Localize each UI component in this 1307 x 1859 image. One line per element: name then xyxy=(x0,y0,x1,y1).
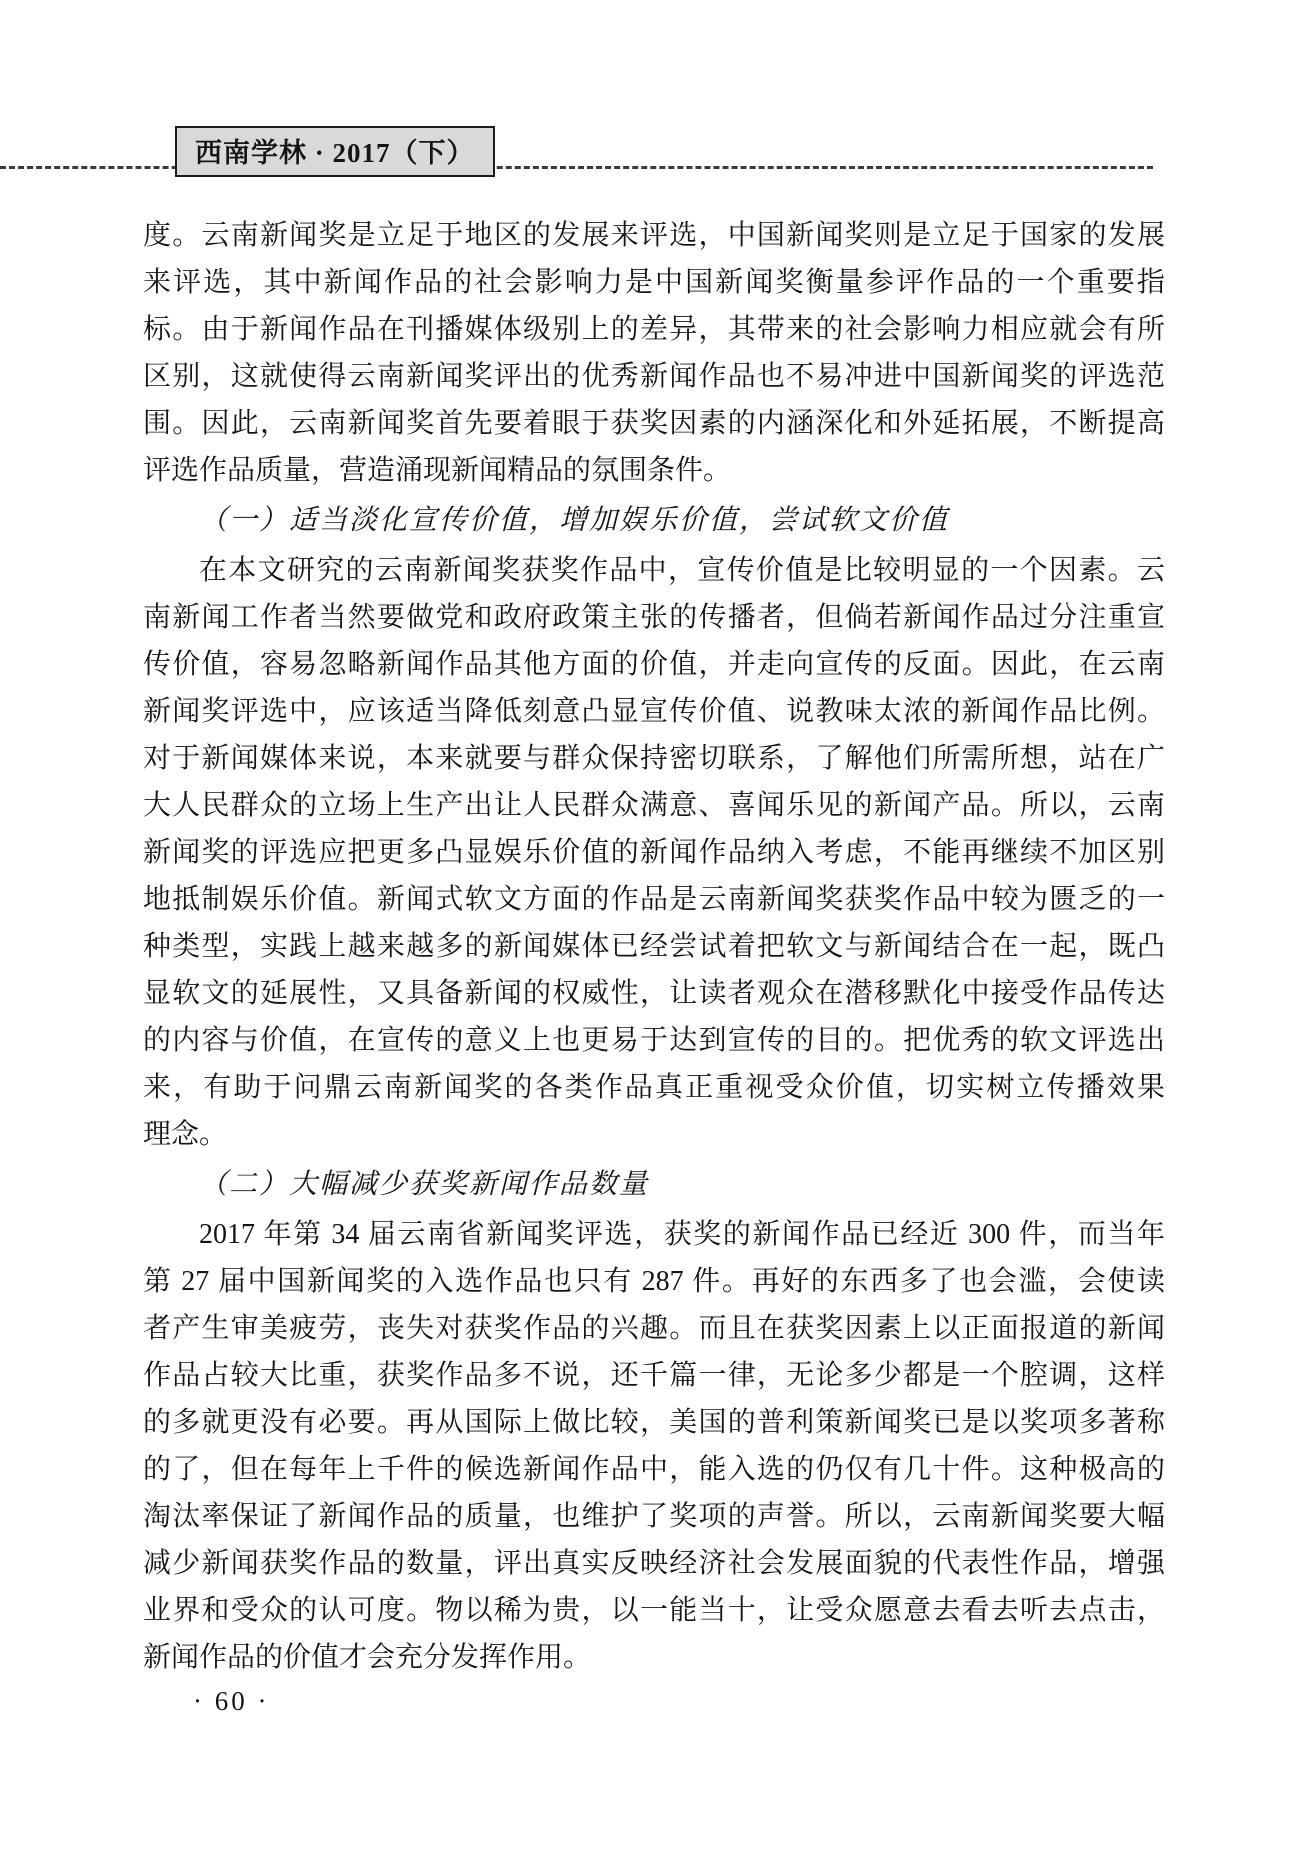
text-line: 第 27 届中国新闻奖的入选作品也只有 287 件。再好的东西多了也会滥，会使读 xyxy=(143,1266,1165,1297)
text-line: 新闻作品的价值才会充分发挥作用。 xyxy=(143,1642,592,1673)
text-line: 评选作品质量，营造涌现新闻精品的氛围条件。 xyxy=(143,455,732,486)
journal-header-badge xyxy=(175,126,495,177)
section-heading-2: （二）大幅减少获奖新闻作品数量 xyxy=(199,1169,650,1200)
text-line: 理念。 xyxy=(143,1119,228,1150)
text-line: 来评选，其中新闻作品的社会影响力是中国新闻奖衡量参评作品的一个重要指 xyxy=(143,267,1165,298)
text-line: 来，有助于问鼎云南新闻奖的各类作品真正重视受众价值，切实树立传播效果 xyxy=(143,1072,1165,1103)
text-line: 传价值，容易忽略新闻作品其他方面的价值，并走向宣传的反面。因此，在云南 xyxy=(143,649,1165,680)
text-line: 的内容与价值，在宣传的意义上也更易于达到宣传的目的。把优秀的软文评选出 xyxy=(143,1025,1165,1056)
journal-header-label: 西南学林 · 2017（下） xyxy=(195,138,475,168)
dashed-divider xyxy=(0,166,1153,169)
text-line: 减少新闻获奖作品的数量，评出真实反映经济社会发展面貌的代表性作品，增强 xyxy=(143,1548,1165,1579)
text-line: 围。因此，云南新闻奖首先要着眼于获奖因素的内涵深化和外延拓展，不断提高 xyxy=(143,408,1165,439)
page-number: · 60 · xyxy=(193,1686,270,1716)
text-line: 淘汰率保证了新闻作品的质量，也维护了奖项的声誉。所以，云南新闻奖要大幅 xyxy=(143,1501,1165,1532)
text-line: 度。云南新闻奖是立足于地区的发展来评选，中国新闻奖则是立足于国家的发展 xyxy=(143,220,1165,251)
text-line: 显软文的延展性，又具备新闻的权威性，让读者观众在潜移默化中接受作品传达 xyxy=(143,978,1165,1009)
text-line: 南新闻工作者当然要做党和政府政策主张的传播者，但倘若新闻作品过分注重宣 xyxy=(143,602,1165,633)
text-line: 大人民群众的立场上生产出让人民群众满意、喜闻乐见的新闻产品。所以，云南 xyxy=(143,790,1165,821)
text-line: 者产生审美疲劳，丧失对获奖作品的兴趣。而且在获奖因素上以正面报道的新闻 xyxy=(143,1313,1165,1344)
text-line: 对于新闻媒体来说，本来就要与群众保持密切联系，了解他们所需所想，站在广 xyxy=(143,743,1165,774)
text-line: 新闻奖评选中，应该适当降低刻意凸显宣传价值、说教味太浓的新闻作品比例。 xyxy=(143,696,1165,727)
text-line: 种类型，实践上越来越多的新闻媒体已经尝试着把软文与新闻结合在一起，既凸 xyxy=(143,931,1165,962)
text-line: 作品占较大比重，获奖作品多不说，还千篇一律，无论多少都是一个腔调，这样 xyxy=(143,1360,1165,1391)
text-line: 标。由于新闻作品在刊播媒体级别上的差异，其带来的社会影响力相应就会有所 xyxy=(143,314,1165,345)
article-body xyxy=(143,212,1165,1681)
text-line: 区别，这就使得云南新闻奖评出的优秀新闻作品也不易冲进中国新闻奖的评选范 xyxy=(143,361,1165,392)
text-line: 新闻奖的评选应把更多凸显娱乐价值的新闻作品纳入考虑，不能再继续不加区别 xyxy=(143,837,1165,868)
text-line: 2017 年第 34 届云南省新闻奖评选，获奖的新闻作品已经近 300 件，而当年 xyxy=(199,1219,1165,1250)
text-line: 的了，但在每年上千件的候选新闻作品中，能入选的仍仅有几十件。这种极高的 xyxy=(143,1454,1165,1485)
text-line: 地抵制娱乐价值。新闻式软文方面的作品是云南新闻奖获奖作品中较为匮乏的一 xyxy=(143,884,1165,915)
text-line: 业界和受众的认可度。物以稀为贵，以一能当十，让受众愿意去看去听去点击， xyxy=(143,1595,1165,1626)
text-line: 的多就更没有必要。再从国际上做比较，美国的普利策新闻奖已是以奖项多著称 xyxy=(143,1407,1165,1438)
text-line: 在本文研究的云南新闻奖获奖作品中，宣传价值是比较明显的一个因素。云 xyxy=(199,555,1165,586)
section-heading-1: （一）适当淡化宣传价值，增加娱乐价值，尝试软文价值 xyxy=(199,505,950,536)
